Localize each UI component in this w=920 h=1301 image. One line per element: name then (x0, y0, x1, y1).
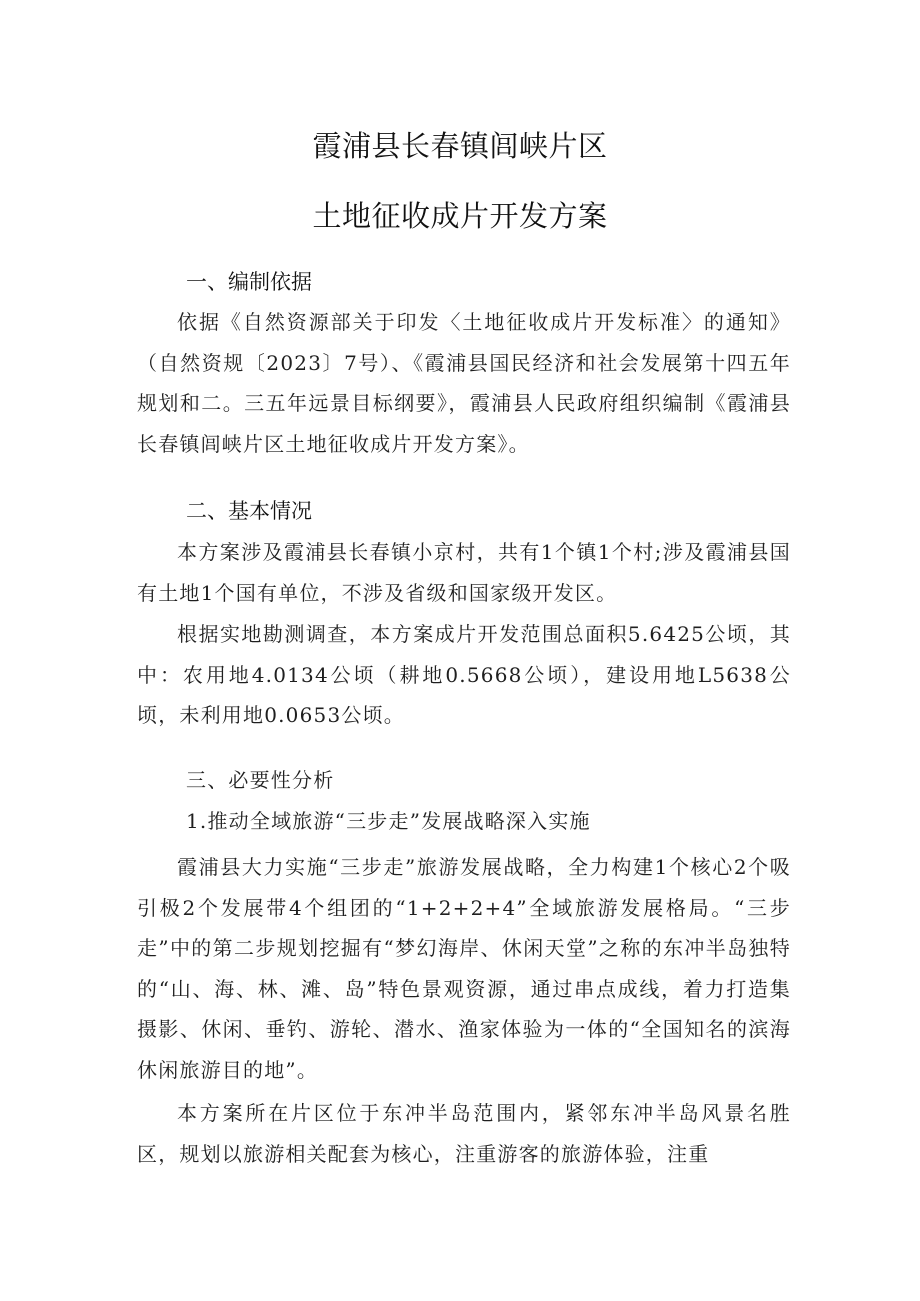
section-heading-necessity: 三、必要性分析 (186, 768, 335, 792)
paragraph-necessity-1: 霞浦县大力实施“三步走”旅游发展战略，全力构建1个核心2个吸引极2个发展带4个组团的“1+2+2+4”全域旅游发展格局。“三步走”中的第二步规划挖掘有“梦幻海岸、休闲天堂”之称的东冲半岛独特的“山、海、林、滩、岛”特色景观资源，通过串点成线，着力打造集摄影、休闲、垂钓、游轮、潜水、渔家体验为一体的“全国知名的滨海休闲旅游目的地”。 (137, 855, 791, 1082)
section-heading-basic-info: 二、基本情况 (186, 499, 312, 523)
paragraph-necessity-2: 本方案所在片区位于东冲半岛范围内，紧邻东冲半岛风景名胜区，规划以旅游相关配套为核心，注重游客的旅游体验，注重 (137, 1101, 791, 1166)
document-title-line-2: 土地征收成片开发方案 (312, 199, 608, 233)
paragraph-basic-info-1: 本方案涉及霞浦县长春镇小京村，共有1个镇1个村;涉及霞浦县国有土地1个国有单位，不涉及省级和国家级开发区。 (137, 540, 791, 605)
paragraph-basic-info-2: 根据实地勘测调查，本方案成片开发范围总面积5.6425公顷，其中：农用地4.0134公顷（耕地0.5668公顷），建设用地L5638公顷，未利用地0.0653公顷。 (137, 622, 791, 727)
subsection-heading-tourism: 1.推动全域旅游“三步走”发展战略深入实施 (186, 809, 591, 833)
paragraph-basis: 依据《自然资源部关于印发〈土地征收成片开发标准〉的通知》（自然资规〔2023〕7号）、《霞浦县国民经济和社会发展第十四五年规划和二。三五年远景目标纲要》，霞浦县人民政府组织编制《霞浦县长春镇闾峡片区土地征收成片开发方案》。 (137, 310, 791, 456)
document-title-line-1: 霞浦县长春镇闾峡片区 (312, 129, 608, 163)
section-heading-basis: 一、编制依据 (186, 270, 312, 294)
